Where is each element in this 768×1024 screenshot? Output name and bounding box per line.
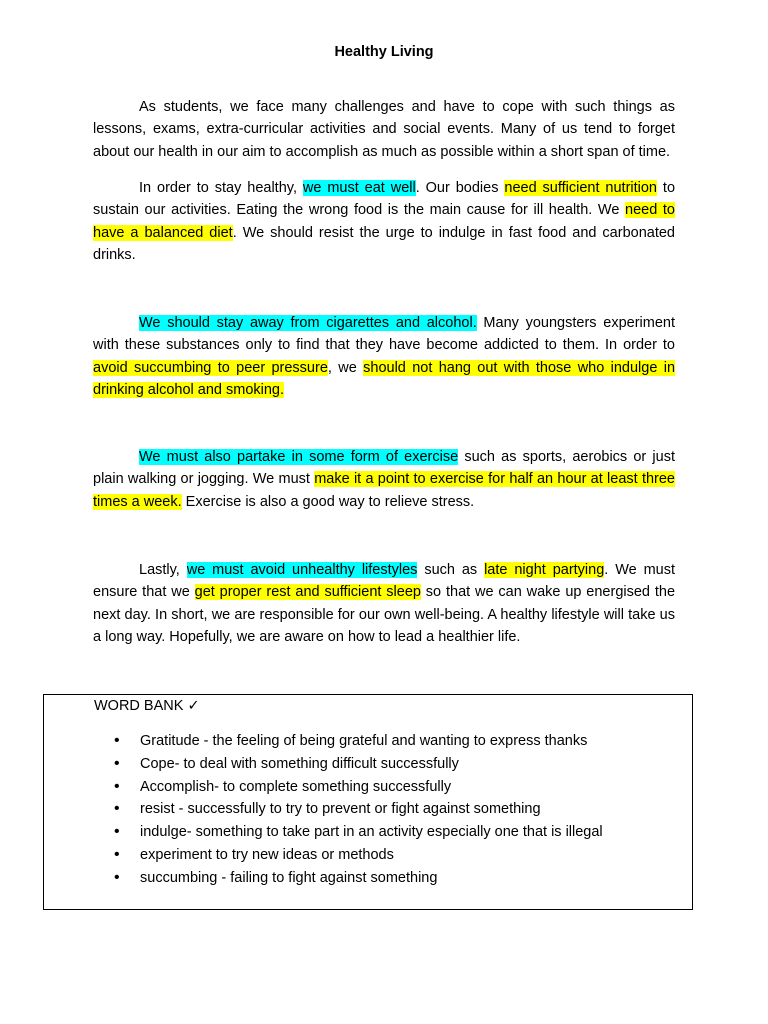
word-bank-list: [114, 730, 684, 890]
cyan-highlight-text: we must avoid unhealthy lifestyles: [186, 562, 418, 578]
yellow-highlight-text: late night partying: [484, 562, 605, 578]
yellow-highlight-text: should not hang out with those who indulge in drinking alcohol and smoking.: [93, 359, 676, 398]
word-bank-item: • indulge- something to take part in an activity especially one that is illegal: [114, 821, 684, 844]
word-bank-item: • resist - successfully to try to prevent or fight against something: [114, 798, 684, 821]
cyan-highlight-text: We must also partake in some form of exercise: [139, 449, 459, 465]
paragraph-text: Lastly,: [139, 562, 187, 578]
paragraph-text: so that we can wake up energised the next day. In short, we are responsible for our own well-being. A healthy lifestyle will take us a long way. Hopefully, we are aware on how to lead a healthier life.: [93, 584, 676, 645]
paragraph-cigarettes-alcohol: [93, 312, 675, 401]
paragraph-intro: [93, 96, 675, 163]
paragraph-text: . We must ensure that we: [93, 562, 676, 601]
paragraph-text: such as sports, aerobics or just plain walking or jogging. We must: [93, 449, 675, 488]
word-bank-box: [43, 694, 693, 910]
paragraph-text: such as: [417, 562, 485, 578]
yellow-highlight-text: avoid succumbing to peer pressure: [93, 359, 328, 376]
cyan-highlight-text: we must eat well: [302, 180, 416, 196]
paragraph-lifestyles: [93, 559, 675, 648]
document-title: Healthy Living: [334, 44, 434, 60]
paragraph-text: . We should resist the urge to indulge in fast food and carbonated drinks.: [93, 224, 675, 263]
word-bank-item: • experiment to try new ideas or methods: [114, 844, 684, 867]
yellow-highlight-text: need sufficient nutrition: [504, 180, 657, 196]
yellow-highlight-text: get proper rest and sufficient sleep: [194, 584, 421, 601]
paragraph-text: Exercise is also a good way to relieve stress.: [181, 493, 475, 510]
word-bank-item: • succumbing - failing to fight against something: [114, 867, 684, 890]
paragraph-text: . Our bodies: [415, 180, 505, 196]
cyan-highlight-text: We should stay away from cigarettes and alcohol.: [139, 315, 477, 331]
paragraph-text: , we: [327, 359, 364, 376]
word-bank-item: • Gratitude - the feeling of being grateful and wanting to express thanks: [114, 730, 684, 753]
word-bank-item: • Accomplish- to complete something successfully: [114, 776, 684, 799]
paragraph-exercise: [93, 446, 675, 513]
yellow-highlight-text: need to have a balanced diet: [93, 202, 675, 241]
paragraph-text: In order to stay healthy,: [139, 180, 303, 196]
paragraph-eat-well: [93, 177, 675, 266]
yellow-highlight-text: make it a point to exercise for half an hour at least three times a week.: [93, 471, 675, 510]
word-bank-title: WORD BANK ✓: [94, 698, 200, 714]
paragraph-text: to sustain our activities. Eating the wrong food is the main cause for ill health. We: [93, 180, 676, 219]
paragraph-text: Many youngsters experiment with these substances only to find that they have become addicted to them. In order to: [93, 315, 675, 354]
word-bank-item: • Cope- to deal with something difficult successfully: [114, 753, 684, 776]
paragraph-text: As students, we face many challenges and have to cope with such things as lessons, exams, extra-curricular activities and social events. Many of us tend to forget about our health in our aim to accomplish as much as possible within a short span of time.: [93, 99, 675, 160]
